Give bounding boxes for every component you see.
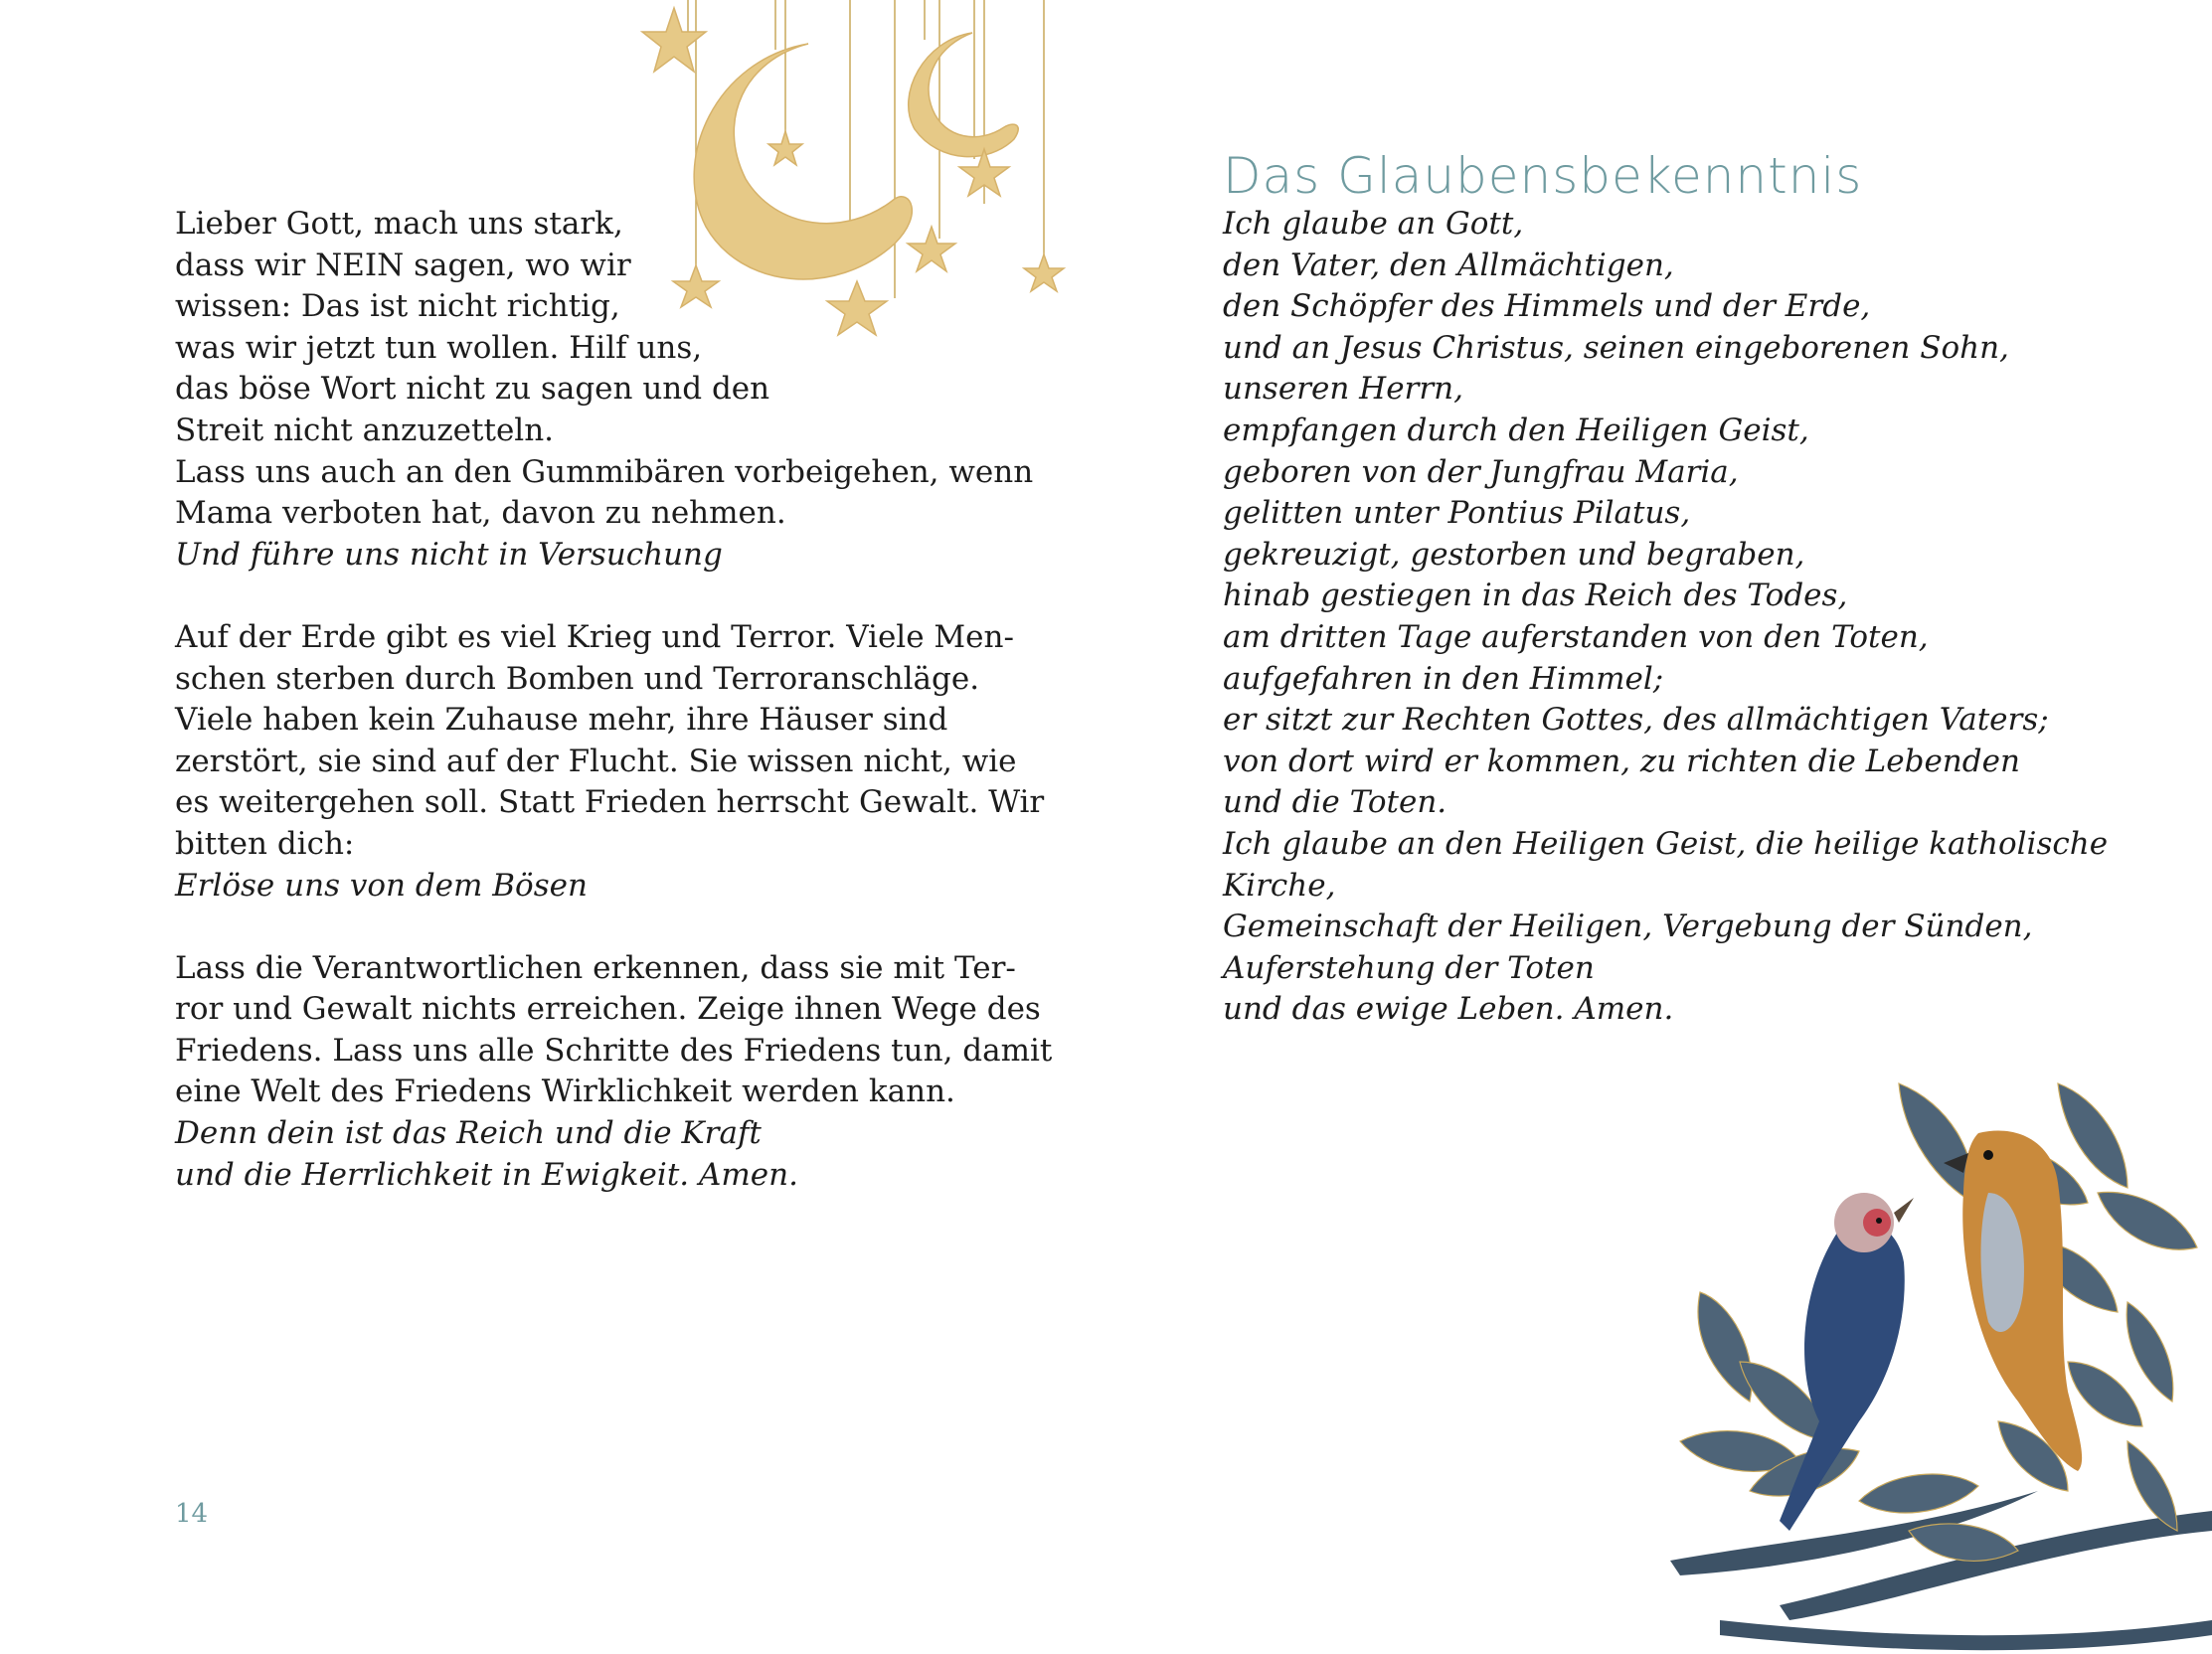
- creed-line: den Schöpfer des Himmels und der Erde,: [1223, 288, 1871, 325]
- creed-line: gekreuzigt, gestorben und begraben,: [1223, 536, 1805, 573]
- prayer-petition-line: und die Herrlichkeit in Ewigkeit. Amen.: [175, 1156, 798, 1193]
- creed-line: und an Jesus Christus, seinen eingeborenen Sohn,: [1223, 329, 2009, 366]
- creed-line: Gemeinschaft der Heiligen, Vergebung der Sünden,: [1223, 909, 2033, 945]
- text-line: bitten dich:: [175, 825, 355, 862]
- prayer-petition-line: Erlöse uns von dem Bösen: [175, 867, 588, 904]
- creed-line: den Vater, den Allmächtigen,: [1223, 247, 1674, 283]
- text-line: eine Welt des Friedens Wirklichkeit werden kann.: [175, 1074, 955, 1110]
- text-line: zerstört, sie sind auf der Flucht. Sie wissen nicht, wie: [175, 743, 1017, 779]
- text-line: das böse Wort nicht zu sagen und den: [175, 371, 770, 408]
- text-line: Lieber Gott, mach uns stark,: [175, 206, 623, 242]
- birds-on-branch-icon: [1660, 1064, 2212, 1654]
- creed-line: und die Toten.: [1223, 784, 1447, 821]
- creed-line: gelitten unter Pontius Pilatus,: [1223, 495, 1691, 532]
- text-line: dass wir NEIN sagen, wo wir: [175, 247, 631, 283]
- creed-line: am dritten Tage auferstanden von den Toten,: [1223, 618, 1929, 655]
- creed-line: aufgefahren in den Himmel;: [1223, 660, 1664, 697]
- text-line: Streit nicht anzuzetteln.: [175, 412, 555, 448]
- paragraph-gap: [175, 576, 1030, 617]
- text-line: Viele haben kein Zuhause mehr, ihre Häuser sind: [175, 702, 948, 739]
- text-line: Auf der Erde gibt es viel Krieg und Terror. Viele Men-: [175, 618, 1014, 655]
- creed-line: und das ewige Leben. Amen.: [1223, 991, 1674, 1028]
- text-line: was wir jetzt tun wollen. Hilf uns,: [175, 329, 703, 366]
- creed-line: von dort wird er kommen, zu richten die Lebenden: [1223, 743, 2020, 779]
- creed-line: Ich glaube an den Heiligen Geist, die heilige katholische: [1223, 825, 2109, 862]
- text-line: wissen: Das ist nicht richtig,: [175, 288, 620, 325]
- section-heading: Das Glaubensbekenntnis: [1223, 147, 1863, 205]
- text-line: Lass uns auch an den Gummibären vorbeigehen, wenn: [175, 453, 1034, 490]
- creed-line: Auferstehung der Toten: [1223, 949, 1595, 986]
- text-line: Mama verboten hat, davon zu nehmen.: [175, 495, 786, 532]
- creed-line: Kirche,: [1223, 867, 1336, 904]
- left-prayer-text: [175, 204, 1053, 1196]
- text-line: Lass die Verantwortlichen erkennen, dass sie mit Ter-: [175, 949, 1016, 986]
- creed-text: [1223, 204, 2118, 1031]
- text-line: Friedens. Lass uns alle Schritte des Friedens tun, damit: [175, 1032, 1053, 1069]
- creed-line: hinab gestiegen in das Reich des Todes,: [1223, 578, 1848, 614]
- text-line: schen sterben durch Bomben und Terroranschläge.: [175, 660, 980, 697]
- creed-line: Ich glaube an Gott,: [1223, 206, 1524, 242]
- prayer-petition-line: Und führe uns nicht in Versuchung: [175, 536, 723, 573]
- creed-line: er sitzt zur Rechten Gottes, des allmächtigen Vaters;: [1223, 702, 2049, 739]
- paragraph-gap: [175, 907, 1030, 948]
- text-line: ror und Gewalt nichts erreichen. Zeige ihnen Wege des: [175, 991, 1041, 1028]
- creed-line: geboren von der Jungfrau Maria,: [1223, 453, 1739, 490]
- page-number: 14: [175, 1499, 209, 1529]
- prayer-petition-line: Denn dein ist das Reich und die Kraft: [175, 1115, 762, 1152]
- text-line: es weitergehen soll. Statt Frieden herrscht Gewalt. Wir: [175, 784, 1045, 821]
- creed-line: unseren Herrn,: [1223, 371, 1464, 408]
- creed-line: empfangen durch den Heiligen Geist,: [1223, 412, 1809, 448]
